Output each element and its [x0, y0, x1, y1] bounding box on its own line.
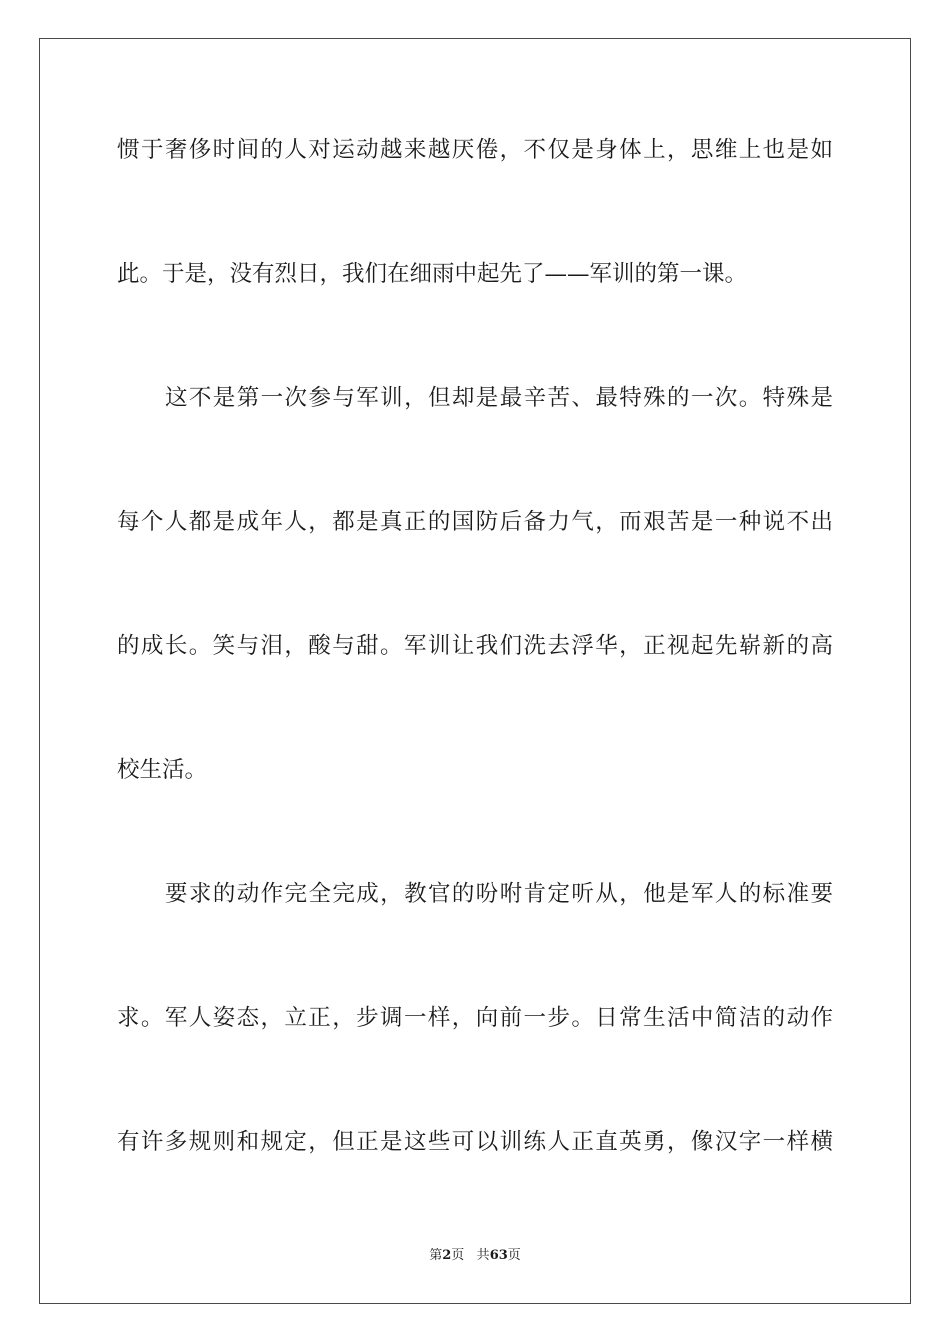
- text-line-7: 要求的动作完全完成，教官的吩咐肯定听从，他是军人的标准要: [165, 881, 833, 907]
- footer-total-suffix: 页: [507, 1248, 521, 1263]
- footer-page-suffix: 页: [451, 1248, 465, 1263]
- page-footer: [0, 1247, 950, 1265]
- text-line-9: 有许多规则和规定，但正是这些可以训练人正直英勇，像汉字一样横: [117, 1129, 833, 1155]
- text-line-1: 惯于奢侈时间的人对运动越来越厌倦，不仅是身体上，思维上也是如: [117, 137, 833, 163]
- footer-page-prefix: 第: [429, 1248, 443, 1263]
- footer-total-prefix: 共: [476, 1248, 490, 1263]
- page-border: [39, 38, 911, 1304]
- text-line-3: 这不是第一次参与军训，但却是最辛苦、最特殊的一次。特殊是: [165, 385, 833, 411]
- text-line-2: 此。于是，没有烈日，我们在细雨中起先了——军训的第一课。: [117, 261, 748, 287]
- text-line-5: 的成长。笑与泪，酸与甜。军训让我们洗去浮华，正视起先崭新的高: [117, 633, 833, 659]
- footer-total-pages: 63: [489, 1248, 508, 1263]
- footer-page-number: 2: [442, 1248, 452, 1263]
- text-line-8: 求。军人姿态，立正，步调一样，向前一步。日常生活中简洁的动作: [117, 1005, 833, 1031]
- text-line-6: 校生活。: [117, 757, 208, 783]
- text-line-4: 每个人都是成年人，都是真正的国防后备力气，而艰苦是一种说不出: [117, 509, 833, 535]
